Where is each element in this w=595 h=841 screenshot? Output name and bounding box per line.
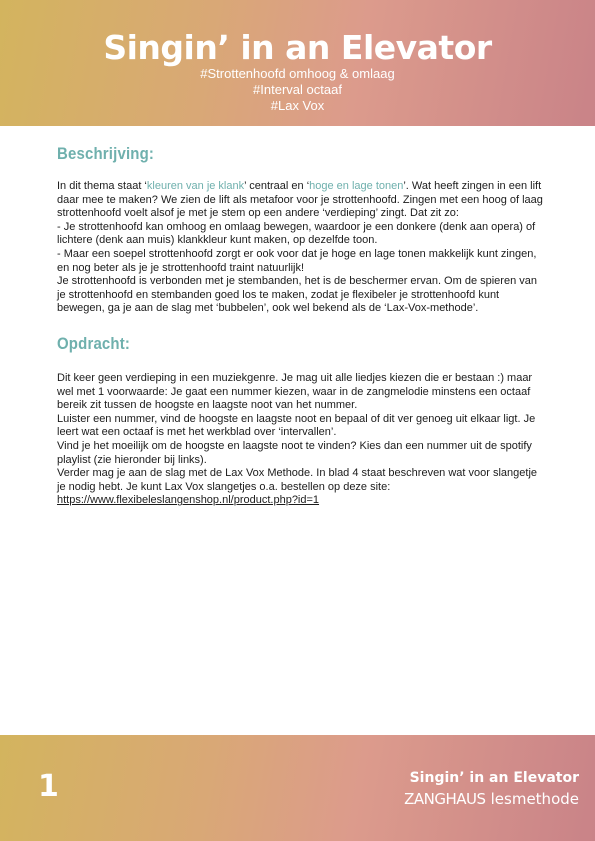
page-number: 1 [38,769,59,804]
header-band [0,0,595,126]
page-title: Singin’ in an Elevator [103,28,492,67]
opdracht-line-2: Luister een nummer, vind de hoogste en laagste noot en bepaal of dit ver genoeg uit elkaar ligt. Je leert wat een octaaf is met het werkblad over ‘intervallen’. [57,412,536,439]
link-kleuren-van-je-klank[interactable]: kleuren van je klank [146,180,245,192]
hashtag-lax-vox: #Lax Vox [270,98,325,113]
content [57,144,547,508]
footer-band [0,735,595,841]
beschrijving-line-4: Je strottenhoofd is verbonden met je stembanden, het is de beschermer ervan. Om de spieren van je strottenhoofd en stembanden goed los te maken, zodat je flexibeler je strottenhoofd kunt bewegen, ga je aan de slag met ‘bubbelen’, ook wel bekend als de ‘Lax-Vox-methode’. [57,275,537,315]
text-span: ’. Wat heeft zingen in een lift daar mee te maken? We zien de lift als metafoor voor je strottenhoofd. Zingen met een hoog of laag strottenhoofd voelt alsof je met je stem op een andere ‘verdieping’ zingt. Dat zit zo: [57,180,543,220]
link-hoge-en-lage-tonen[interactable]: hoge en lage tonen [309,180,404,192]
footer-title: Singin’ in an Elevator [409,770,579,786]
hashtag-strottenhoofd: #Strottenhoofd omhoog & omlaag [200,66,395,81]
beschrijving-line-2: - Je strottenhoofd kan omhoog en omlaag bewegen, waardoor je een donkere (denk aan opera) of lichtere (denk aan muis) klankkleur kunt maken, op dezelfde toon. [57,220,536,247]
brand-logo [404,789,579,808]
opdracht-line-3: Vind je het moeilijk om de hoogste en laagste noot te vinden? Kies dan een nummer uit de spotify playlist (zie hieronder bij links). [57,439,532,466]
flexibele-slangenshop-link[interactable]: https://www.flexibeleslangenshop.nl/product.php?id=1 [57,494,320,507]
opdracht-line-4: Verder mag je aan de slag met de Lax Vox Methode. In blad 4 staat beschreven wat voor slangetje je nodig hebt. Je kunt Lax Vox slangetjes o.a. bestellen op deze site: [57,467,538,493]
opdracht-line-1: Dit keer geen verdieping in een muziekgenre. Je mag uit alle liedjes kiezen die er bestaan :) maar wel met 1 voorwaarde: Je gaat een nummer kiezen, waar in de zangmelodie minstens een octaaf bereik zit tussen de hoogste en laagste noot van het nummer. [57,371,533,412]
text-span: In dit thema staat ‘ [57,180,147,192]
beschrijving-paragraph [57,180,547,221]
heading-opdracht: Opdracht: [57,333,131,353]
heading-beschrijving: Beschrijving: [57,144,155,163]
beschrijving-line-3: - Maar een soepel strottenhoofd zorgt er ook voor dat je hoge en lage tonen makkelijk kunt zingen, en nog beter als je je strottenhoofd traint natuurlijk! [57,247,537,274]
brand-name: ZANGHAUS [404,790,486,808]
text-span: ’ centraal en ‘ [244,180,310,192]
brand-subtitle: lesmethode [490,790,579,808]
hashtag-interval: #Interval octaaf [253,82,342,97]
